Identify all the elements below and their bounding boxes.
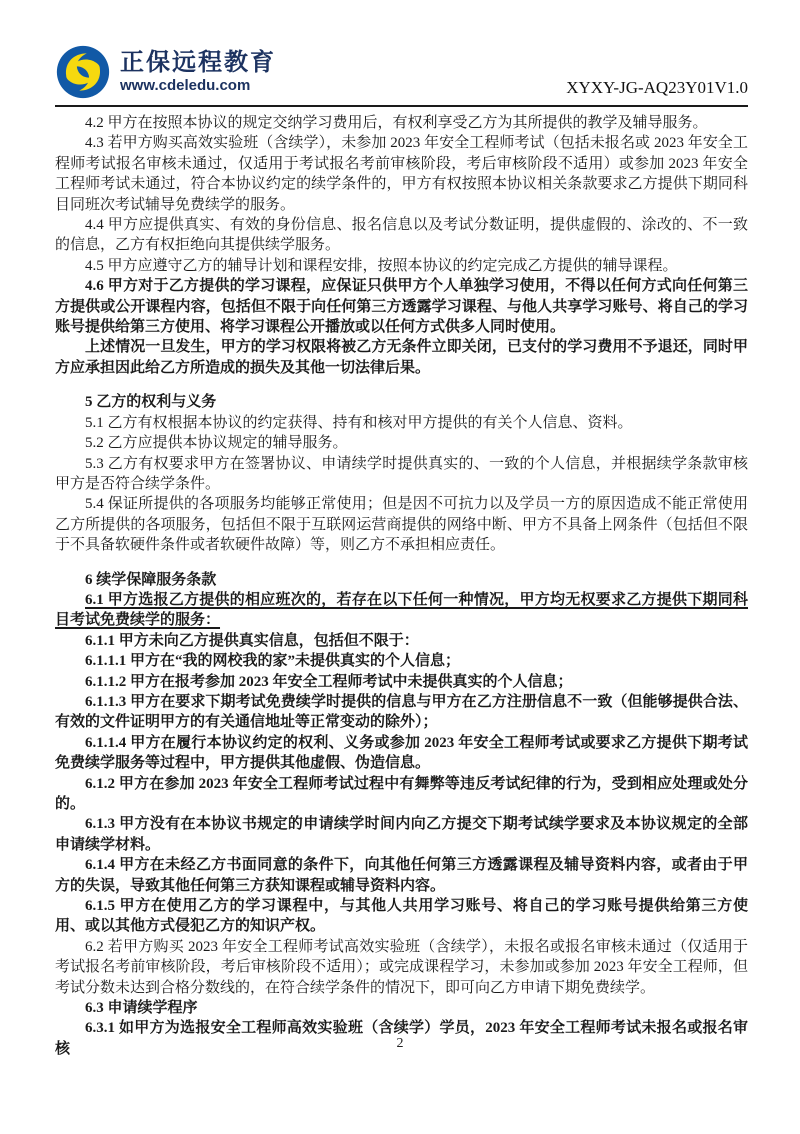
company-name: 正保远程教育 — [120, 49, 276, 77]
contract-body — [55, 113, 748, 1059]
clause-6-1-1-2: 6.1.1.2 甲方在报考参加 2023 年安全工程师考试中未提供真实的个人信息； — [85, 673, 573, 690]
clause-4-6-note: 上述情况一旦发生，甲方的学习权限将被乙方无条件立即关闭，已支付的学习费用不予退还，同时甲方应承担因此给乙方所造成的损失及其他一切法律后果。 — [55, 339, 748, 376]
clause-5-2: 5.2 乙方应提供本协议规定的辅导服务。 — [85, 435, 348, 452]
header-rule — [55, 44, 748, 107]
logo-text-block — [120, 49, 276, 95]
clause-5-3: 5.3 乙方有权要求甲方在签署协议、申请续学时提供真实的、一致的个人信息，并根据续学条款审核甲方是否符合续学条件。 — [55, 455, 748, 492]
clause-5-1: 5.1 乙方有权根据本协议的约定获得、持有和核对甲方提供的有关个人信息、资料。 — [85, 414, 633, 431]
clause-4-3: 4.3 若甲方购买高效实验班（含续学），未参加 2023 年安全工程师考试（包括未报名或 2023 年安全工程师考试报名审核未通过，仅适用于考试报名考前审核阶段，考后审核阶段不适用）或参加 2023 年安全工程师考试未通过，符合本协议约定的续学条件的，甲方有权按照本协议相关条款要求乙方提供下期同科目同班次考试辅导免费续学的服务。 — [55, 135, 748, 213]
clause-4-5: 4.5 甲方应遵守乙方的辅导计划和课程安排，按照本协议的约定完成乙方提供的辅导课程。 — [85, 257, 678, 274]
document-code: XYXY-JG-AQ23Y01V1.0 — [566, 78, 748, 97]
clause-6-1-1-1: 6.1.1.1 甲方在“我的网校我的家”未提供真实的个人信息； — [85, 653, 461, 670]
clause-6-1-5: 6.1.5 甲方在使用乙方的学习课程中，与其他人共用学习账号、将自己的学习账号提供给第三方使用、或以其他方式侵犯乙方的知识产权。 — [55, 898, 748, 935]
page-number: 2 — [396, 1036, 404, 1051]
clause-6-1-2: 6.1.2 甲方在参加 2023 年安全工程师考试过程中有舞弊等违反考试纪律的行为，受到相应处理或处分的。 — [55, 775, 748, 812]
company-website: www.cdeledu.com — [120, 76, 251, 94]
clause-6-3-heading: 6.3 申请续学程序 — [85, 1000, 198, 1017]
page-header — [55, 44, 748, 107]
clause-6-1-3: 6.1.3 甲方没有在本协议书规定的申请续学时间内向乙方提交下期考试续学要求及本协议规定的全部申请续学材料。 — [55, 816, 748, 853]
section-6-heading: 6 续学保障服务条款 — [85, 571, 217, 588]
clause-4-2: 4.2 甲方在按照本协议的规定交纳学习费用后，有权利享受乙方为其所提供的教学及辅导服务。 — [85, 115, 708, 131]
clause-6-1-1-4: 6.1.1.4 甲方在履行本协议约定的权利、义务或参加 2023 年安全工程师考试或要求乙方提供下期考试免费续学服务等过程中，甲方提供其他虚假、伪造信息。 — [55, 734, 748, 772]
clause-6-1-4: 6.1.4 甲方在未经乙方书面同意的条件下，向其他任何第三方透露课程及辅导资料内容，或者由于甲方的失误，导致其他任何第三方获知课程或辅导资料内容。 — [55, 857, 748, 894]
clause-6-2: 6.2 若甲方购买 2023 年安全工程师考试高效实验班（含续学），未报名或报名审核未通过（仅适用于考试报名考前审核阶段，考后审核阶段不适用）；或完成课程学习，未参加或参加 2023 年安全工程师，但考试分数未达到合格分数线的，在符合续学条件的情况下，即可向乙方申请下期免费续学。 — [55, 938, 748, 996]
logo-swirl-icon — [55, 44, 111, 100]
clause-4-4: 4.4 甲方应提供真实、有效的身份信息、报名信息以及考试分数证明，提供虚假的、涂改的、不一致的信息，乙方有权拒绝向其提供续学服务。 — [55, 217, 748, 254]
clause-6-3-1: 6.3.1 如甲方为选报安全工程师高效实验班（含续学）学员，2023 年安全工程师考试未报名或报名审核 — [55, 1020, 748, 1057]
clause-6-1: 6.1 甲方选报乙方提供的相应班次的，若存在以下任何一种情况，甲方均无权要求乙方提供下期同科目考试免费续学的服务： — [55, 591, 748, 629]
company-logo — [55, 44, 276, 100]
clause-6-1-1: 6.1.1 甲方未向乙方提供真实信息，包括但不限于： — [85, 632, 419, 649]
clause-4-6: 4.6 甲方对于乙方提供的学习课程，应保证只供甲方个人单独学习使用，不得以任何方式向任何第三方提供或公开课程内容，包括但不限于向任何第三方透露学习课程、与他人共享学习账号、将自己的学习账号提供给第三方使用、将学习课程公开播放或以任何方式供多人同时使用。 — [55, 278, 748, 336]
clause-6-1-1-3: 6.1.1.3 甲方在要求下期考试免费续学时提供的信息与甲方在乙方注册信息不一致（但能够提供合法、有效的文件证明甲方的有关通信地址等正常变动的除外）； — [55, 693, 748, 731]
clause-5-4: 5.4 保证所提供的各项服务均能够正常使用；但是因不可抗力以及学员一方的原因造成不能正常使用乙方所提供的各项服务，包括但不限于互联网运营商提供的网络中断、甲方不具备上网条件（包括但不限于不具备软硬件条件或者软硬件故障）等，则乙方不承担相应责任。 — [55, 496, 748, 554]
section-5-heading: 5 乙方的权利与义务 — [85, 394, 217, 411]
